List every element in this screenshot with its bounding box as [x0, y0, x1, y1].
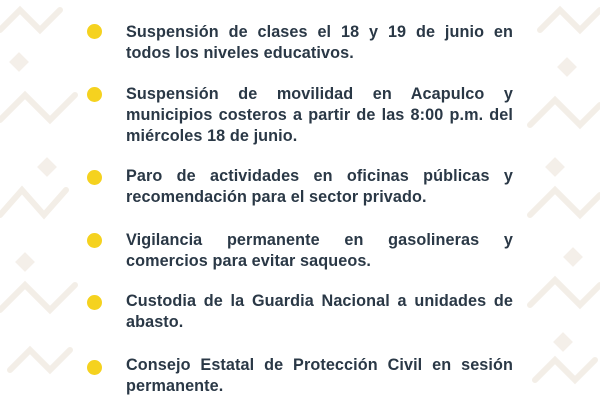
- list-item-text: Custodia de la Guardia Nacional a unidades de abasto.: [126, 292, 513, 331]
- bullet-icon: [87, 24, 102, 39]
- bullet-icon: [87, 170, 102, 185]
- list-item-text: Vigilancia permanente en gasolineras y comercios para evitar saqueos.: [126, 231, 513, 270]
- bullet-icon: [87, 87, 102, 102]
- list-item-text: Paro de actividades en oficinas públicas y recomendación para el sector privado.: [126, 167, 513, 206]
- list-item-text: Consejo Estatal de Protección Civil en sesión permanente.: [126, 356, 513, 395]
- list-item-text: Suspensión de movilidad en Acapulco y municipios costeros a partir de las 8:00 p.m. del miércoles 18 de junio.: [126, 85, 513, 145]
- bullet-icon: [87, 295, 102, 310]
- list-item-text: Suspensión de clases el 18 y 19 de junio en todos los niveles educativos.: [126, 23, 513, 62]
- bullet-icon: [87, 233, 102, 248]
- bullet-icon: [87, 360, 102, 375]
